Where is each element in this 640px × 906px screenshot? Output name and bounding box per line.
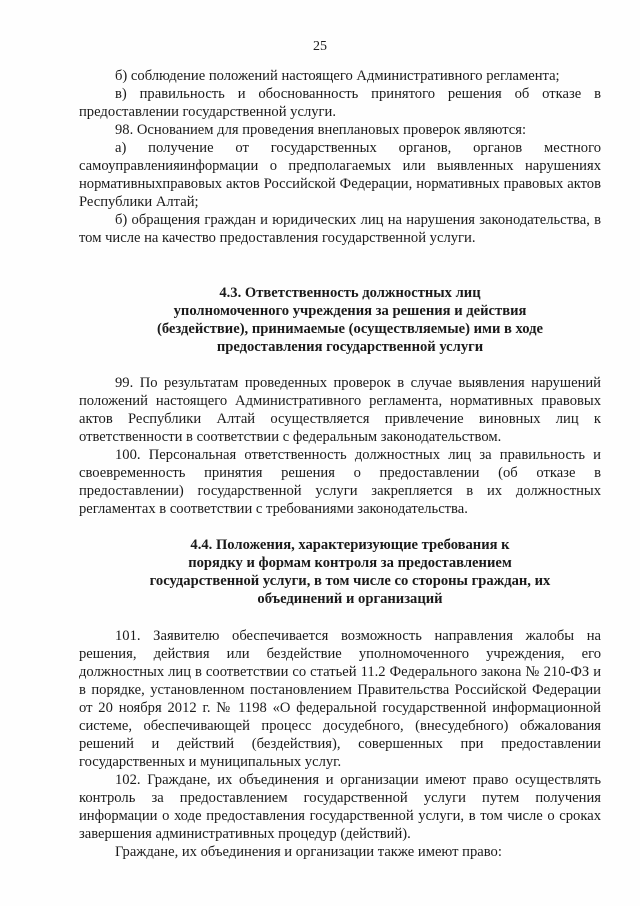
paragraph: б) обращения граждан и юридических лиц на нарушения законодательства, в том числе на качество предоставления государственной услуги. xyxy=(79,212,601,246)
heading-line: уполномоченного учреждения за решения и действия xyxy=(173,303,527,319)
block-4-3 xyxy=(79,374,601,518)
heading-line: (бездействие), принимаемые (осуществляемые) ими в ходе xyxy=(156,321,544,337)
paragraph: в) правильность и обоснованность принятого решения об отказе в предоставлении государственной услуги. xyxy=(79,86,601,120)
paragraph: 100. Персональная ответственность должностных лиц за правильность и своевременность принятия решения о предоставлении (об отказе в предоставлении) государственной услуги закрепляется в их должностных регламентах в соответствии с требованиями законодательства. xyxy=(79,447,601,517)
paragraph: а) получение от государственных органов, органов местного самоуправленияинформации о предполагаемых или выявленных нарушениях нормативныхправовых актов Российской Федерации, нормативных правовых актов Республики Алтай; xyxy=(79,140,601,210)
section-heading-4-3 xyxy=(140,284,560,356)
paragraph: 102. Граждане, их объединения и организации имеют право осуществлять контроль за предоставлением государственной услуги путем получения информации о ходе предоставления государственной услуги, в том числе о сроках завершения административных процедур (действий). xyxy=(79,772,601,842)
heading-line: 4.4. Положения, характеризующие требования к xyxy=(190,537,510,553)
paragraph: б) соблюдение положений настоящего Административного регламента; xyxy=(115,68,560,84)
block-4-4 xyxy=(79,627,601,861)
paragraph: 101. Заявителю обеспечивается возможность направления жалобы на решения, действия или бездействие уполномоченного учреждения, его должностных лиц в соответствии со статьей 11.2 Федерального закона № 210-ФЗ и в порядке, установленном постановлением Правительства Российской Федерации от 20 ноября 2012 г. № 1198 «О федеральной государственной информационной системе, обеспечивающей процесс досудебного, (внесудебного) обжалования решений и действий (бездействия), совершенных при предоставлении государственных и муниципальных услуг. xyxy=(79,628,601,770)
block-top xyxy=(79,67,601,247)
paragraph: 99. По результатам проведенных проверок в случае выявления нарушений положений настоящего Административного регламента, нормативных правовых актов Республики Алтай осуществляется привлечение виновных лиц к ответственности в соответствии с федеральным законодательством. xyxy=(79,375,601,445)
paragraph: 98. Основанием для проведения внеплановых проверок являются: xyxy=(115,122,527,138)
paragraph: Граждане, их объединения и организации также имеют право: xyxy=(115,844,502,860)
heading-line: 4.3. Ответственность должностных лиц xyxy=(219,285,481,301)
page-number: 25 xyxy=(313,39,327,54)
heading-line: государственной услуги, в том числе со стороны граждан, их xyxy=(149,573,551,589)
heading-line: предоставления государственной услуги xyxy=(216,339,484,355)
section-heading-4-4 xyxy=(120,536,580,608)
heading-line: порядку и формам контроля за предоставлением xyxy=(188,555,512,571)
heading-line: объединений и организаций xyxy=(257,591,443,607)
